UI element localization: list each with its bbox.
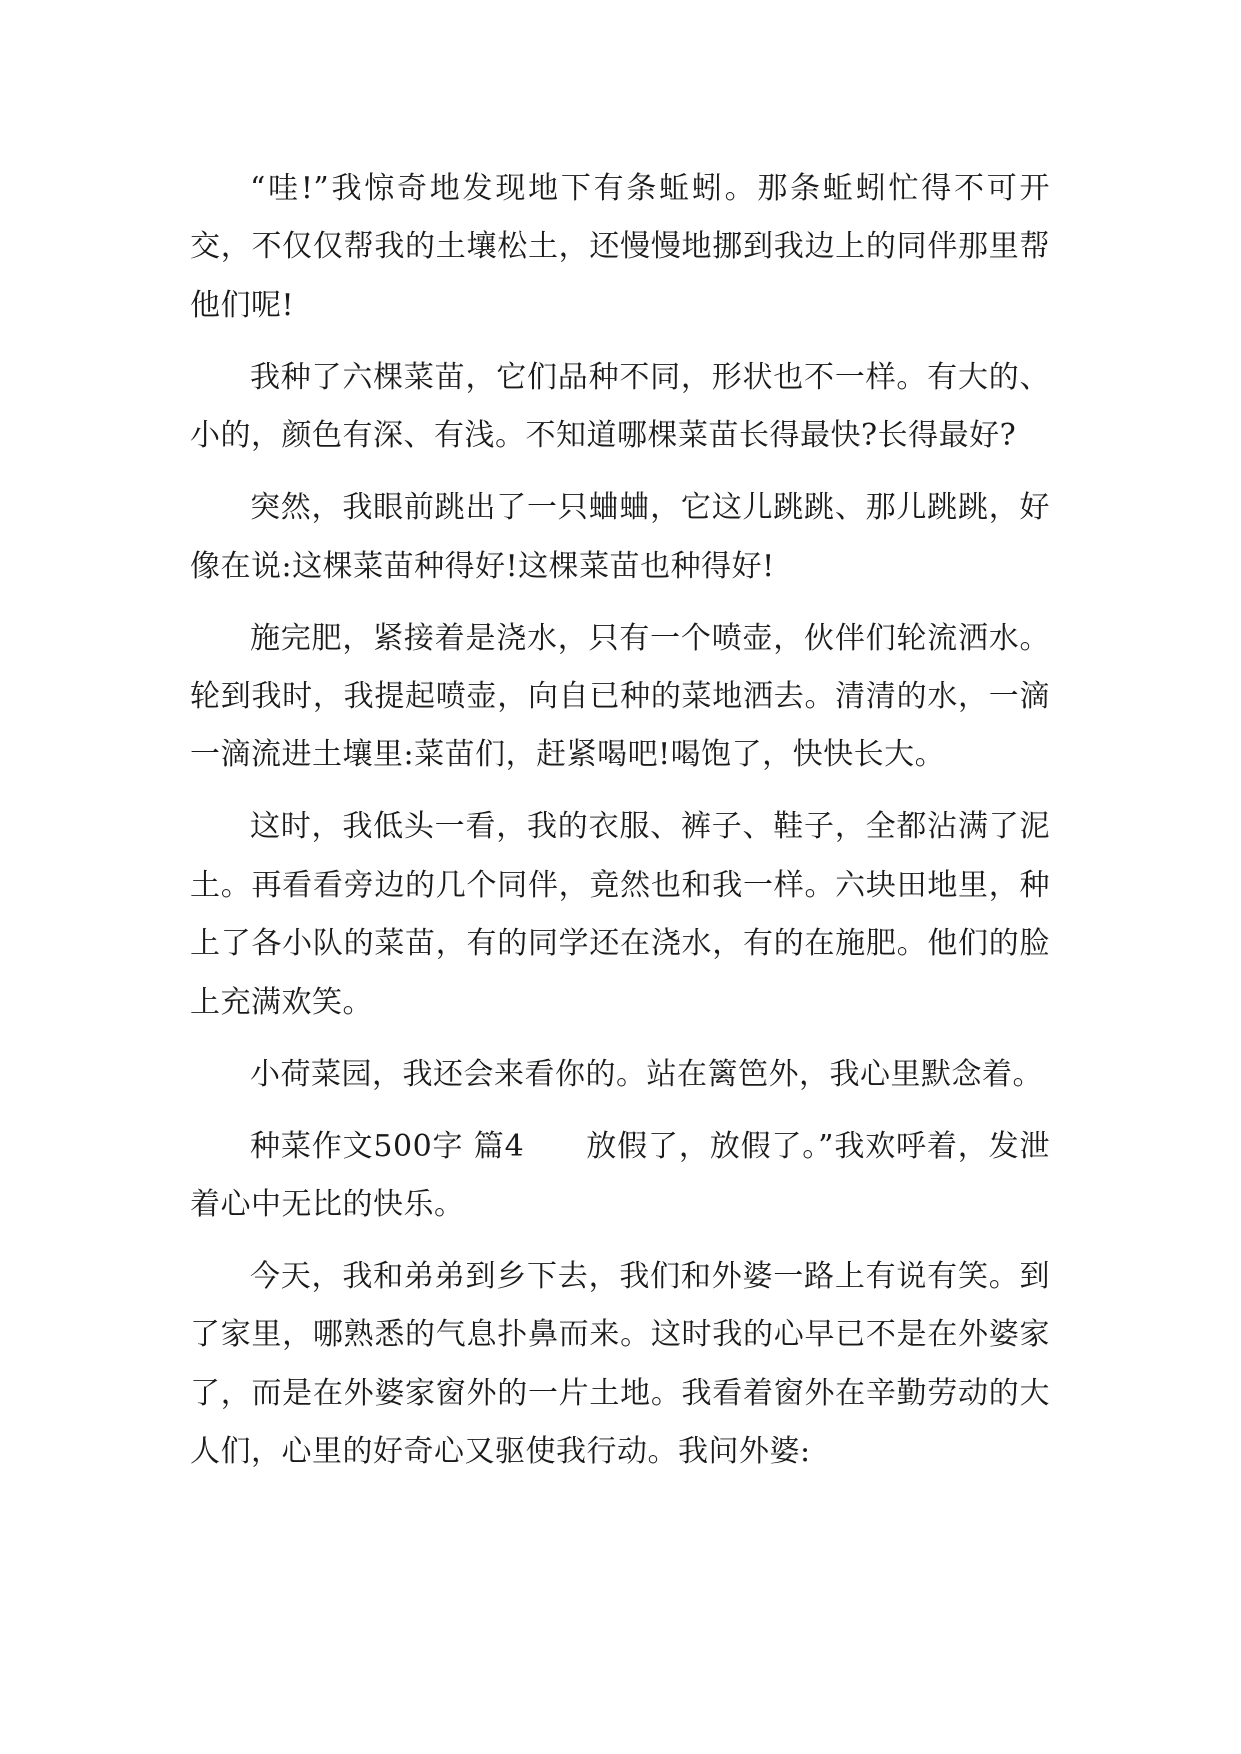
article-body xyxy=(190,160,1050,1495)
paragraph-muddy-clothes: 这时，我低头一看，我的衣服、裤子、鞋子，全都沾满了泥土。再看看旁边的几个同伴，竟然也和我一样。六块田地里，种上了各小队的菜苗，有的同学还在浇水，有的在施肥。他们的脸上充满欢笑。 xyxy=(190,809,1050,1020)
paragraph-essay-4-start: 种菜作文500字 篇4 放假了，放假了。”我欢呼着，发泄着心中无比的快乐。 xyxy=(190,1128,1050,1223)
paragraph-countryside: 今天，我和弟弟到乡下去，我们和外婆一路上有说有笑。到了家里，哪熟悉的气息扑鼻而来。这时我的心早已不是在外婆家了，而是在外婆家窗外的一片土地。我看着窗外在辛勤劳动的大人们，心里的好奇心又驱使我行动。我问外婆: xyxy=(190,1259,1050,1470)
paragraph-six-seedlings: 我种了六棵菜苗，它们品种不同，形状也不一样。有大的、小的，颜色有深、有浅。不知道哪棵菜苗长得最快?长得最好? xyxy=(190,359,1050,454)
paragraph-watering: 施完肥，紧接着是浇水，只有一个喷壶，伙伴们轮流洒水。轮到我时，我提起喷壶，向自已种的菜地洒去。清清的水，一滴一滴流进土壤里:菜苗们，赶紧喝吧!喝饱了，快快长大。 xyxy=(190,620,1050,773)
paragraph-farewell: 小荷菜园，我还会来看你的。站在篱笆外，我心里默念着。 xyxy=(250,1056,1043,1092)
paragraph-earthworm: “哇!”我惊奇地发现地下有条蚯蚓。那条蚯蚓忙得不可开交，不仅仅帮我的土壤松土，还慢慢地挪到我边上的同伴那里帮他们呢! xyxy=(190,171,1050,323)
paragraph-cricket: 突然，我眼前跳出了一只蛐蛐，它这儿跳跳、那儿跳跳，好像在说:这棵菜苗种得好!这棵菜苗也种得好! xyxy=(190,490,1050,584)
